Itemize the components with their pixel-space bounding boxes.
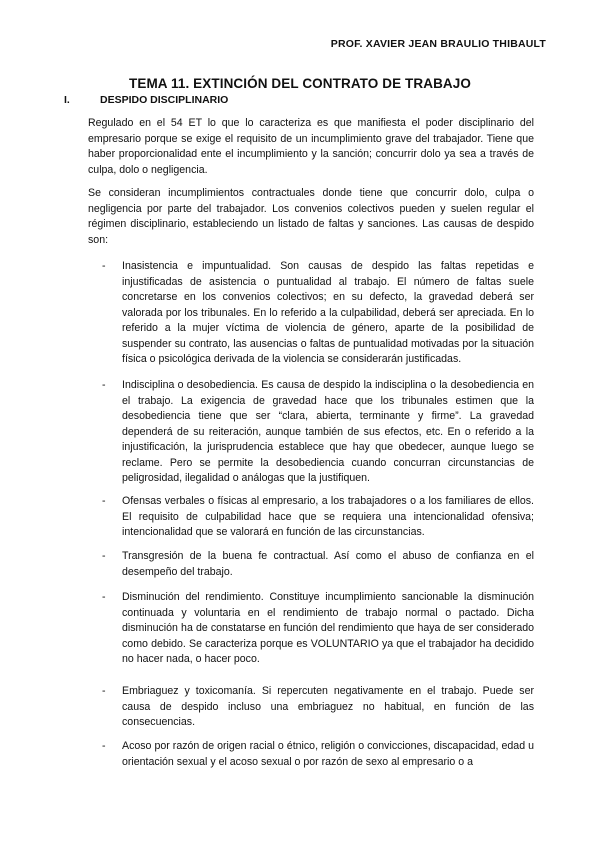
bullet-dash: -: [102, 740, 106, 752]
list-item-text: Ofensas verbales o físicas al empresario, a los trabajadores o a los familiares de ellos. El requisito de culpabilidad hace que se requiera una intencionalidad ofensiva; intencionalidad que se valorará en función de las circunstancias.: [122, 495, 534, 538]
bullet-dash: -: [102, 550, 106, 562]
list-item: [102, 494, 534, 541]
list-item-text: Disminución del rendimiento. Constituye incumplimiento sancionable la disminución continuada y voluntaria en el rendimiento de trabajo normal o pactado. Dicha disminución ha de constatarse en función del rendimiento que haya de ser considerado como debido. Se caracteriza porque es VOLUNTARIO ya que el trabajador ha decidido no hacer nada, o hacer poco.: [122, 591, 534, 665]
list-item: [102, 684, 534, 731]
page-header-author: PROF. XAVIER JEAN BRAULIO THIBAULT: [330, 38, 546, 50]
section-title: DESPIDO DISCIPLINARIO: [100, 94, 229, 106]
bullet-dash: -: [102, 379, 106, 391]
bullet-dash: -: [102, 685, 106, 697]
list-item: [102, 259, 534, 368]
list-item-text: Embriaguez y toxicomanía. Si repercuten negativamente en el trabajo. Puede ser causa de despido incluso una embriaguez no habitual, en función de las consecuencias.: [122, 685, 534, 728]
bullet-dash: -: [102, 260, 106, 272]
list-item: [102, 378, 534, 487]
list-item: [102, 549, 534, 580]
bullet-dash: -: [102, 591, 106, 603]
list-item-text: Indisciplina o desobediencia. Es causa de despido la indisciplina o la desobediencia en el trabajo. La exigencia de gravedad hace que los tribunales estimen que la desobediencia tiene que ser “clara, abierta, terminante y firme”. La gravedad dependerá de su reiteración, aunque también de sus efectos, etc. En o referido a la injustificación, la jurisprudencia establece que hay que obedecer, aunque luego se reclame. Pero se permite la desobediencia cuando concurran circunstancias de peligrosidad, ilegalidad o análogas que la justifiquen.: [122, 379, 534, 484]
bullet-dash: -: [102, 495, 106, 507]
list-item: [102, 590, 534, 668]
list-item-text: Acoso por razón de origen racial o étnico, religión o convicciones, discapacidad, edad u orientación sexual y el acoso sexual o por razón de sexo al empresario o a: [122, 740, 534, 768]
paragraph: Se consideran incumplimientos contractuales donde tiene que concurrir dolo, culpa o negligencia por parte del trabajador. Los convenios colectivos pueden y suelen regular el régimen disciplinario, estableciendo un listado de faltas y sanciones. Las causas de despido son:: [88, 187, 534, 246]
section-heading: [64, 94, 228, 106]
list-item-text: Transgresión de la buena fe contractual. Así como el abuso de confianza en el desempeño del trabajo.: [122, 550, 534, 578]
section-number: I.: [64, 94, 70, 106]
list-item-text: Inasistencia e impuntualidad. Son causas de despido las faltas repetidas e injustificadas de asistencia o puntualidad al trabajo. El número de faltas suele concretarse en los convenios colectivos; en su defecto, la gravedad deberá ser valorada por los tribunales. En lo referido a la culpabilidad, deberá ser apreciada. En lo referido a la mujer víctima de violencia de género, aparte de la posibilidad de suspender su contrato, las ausencias o faltas de puntualidad motivadas por la situación física o psicológica derivada de la violencia se considerarán justificadas.: [122, 260, 534, 365]
list-item: [102, 739, 534, 770]
document-title: TEMA 11. EXTINCIÓN DEL CONTRATO DE TRABAJO: [129, 76, 471, 91]
paragraph: Regulado en el 54 ET lo que lo caracteriza es que manifiesta el poder disciplinario del empresario porque se exige el requisito de un incumplimiento grave del trabajador. Tiene que haber proporcionalidad ente el incumplimiento y la sanción; concurrir dolo ya sea a través de culpa, dolo o negligencia.: [88, 117, 534, 176]
